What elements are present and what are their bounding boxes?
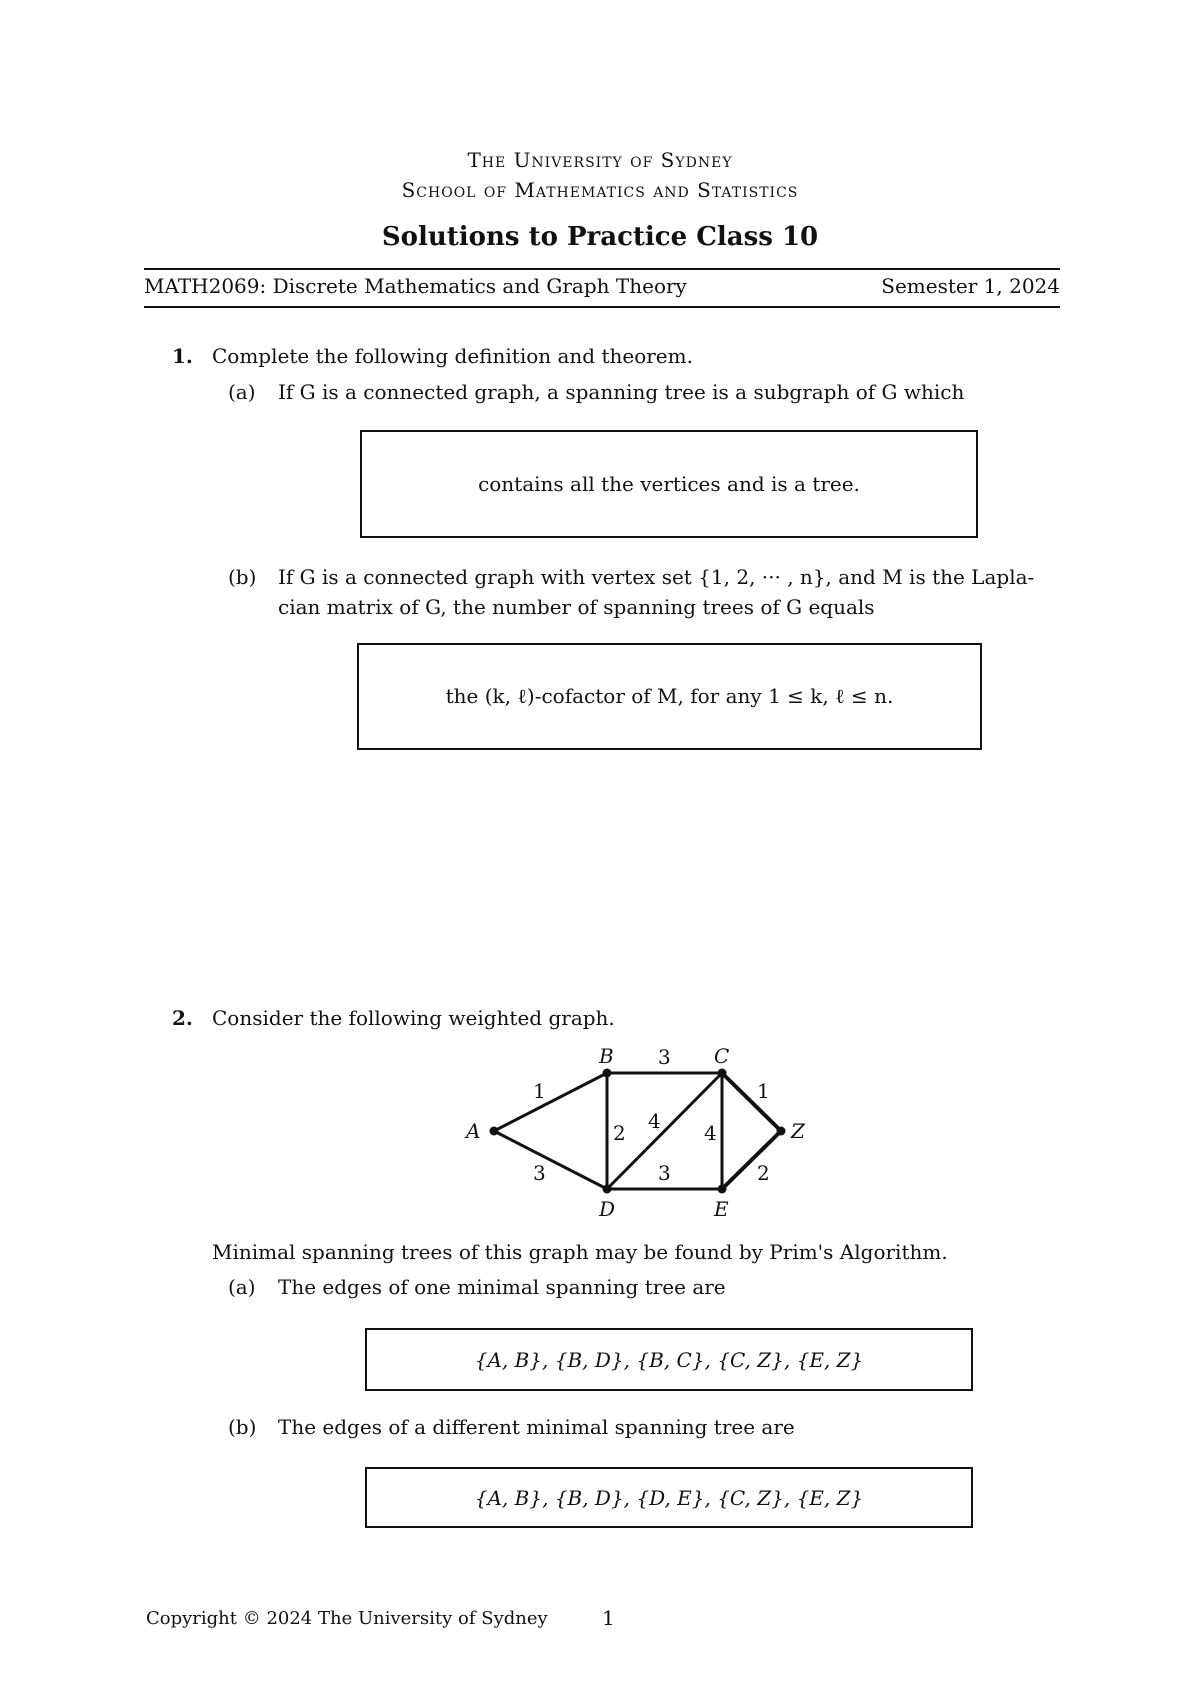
vertex-b: [603, 1069, 612, 1078]
q1a-answer: contains all the vertices and is a tree.: [478, 472, 860, 496]
edge-a-d: [494, 1131, 607, 1189]
weight-e-z: 2: [757, 1161, 770, 1185]
weight-a-b: 1: [533, 1079, 546, 1103]
vertex-label-c: C: [714, 1044, 730, 1068]
vertex-d: [603, 1185, 612, 1194]
q1-number: 1.: [172, 344, 193, 368]
page-title: Solutions to Practice Class 10: [381, 222, 819, 252]
q1a-label: (a): [228, 380, 256, 404]
weight-a-d: 3: [533, 1161, 546, 1185]
vertex-e: [718, 1185, 727, 1194]
course-name: MATH2069: Discrete Mathematics and Graph Theory: [144, 274, 687, 298]
q1b-label: (b): [228, 565, 257, 589]
q2a-answer: {A, B}, {B, D}, {B, C}, {C, Z}, {E, Z}: [474, 1347, 864, 1372]
q1b-answer: the (k, ℓ)-cofactor of M, for any 1 ≤ k, ℓ ≤ n.: [445, 684, 894, 708]
q2a-text: The edges of one minimal spanning tree are: [278, 1275, 726, 1299]
q2a-label: (a): [228, 1275, 256, 1299]
vertex-label-a: A: [466, 1119, 481, 1143]
edge-a-b: [494, 1073, 607, 1131]
vertex-label-z: Z: [791, 1119, 805, 1143]
q2b-answer: {A, B}, {B, D}, {D, E}, {C, Z}, {E, Z}: [474, 1485, 864, 1510]
copyright: Copyright © 2024 The University of Sydney: [146, 1608, 548, 1629]
university-name: The University of Sydney: [467, 148, 733, 172]
q2b-label: (b): [228, 1415, 257, 1439]
weight-c-e: 4: [704, 1121, 717, 1145]
vertex-c: [718, 1069, 727, 1078]
q2-prompt: Consider the following weighted graph.: [212, 1006, 615, 1030]
page-number: 1: [602, 1606, 615, 1630]
q2a-answer-box: [365, 1328, 973, 1391]
vertex-label-e: E: [714, 1197, 729, 1221]
weight-c-z: 1: [757, 1079, 770, 1103]
q2-intro: Minimal spanning trees of this graph may be found by Prim's Algorithm.: [212, 1240, 948, 1264]
weight-b-c: 3: [658, 1045, 671, 1069]
weight-d-c: 4: [648, 1109, 661, 1133]
edge-c-z: [722, 1073, 781, 1131]
q2-number: 2.: [172, 1006, 193, 1030]
q1b-text-line2: cian matrix of G, the number of spanning trees of G equals: [278, 595, 875, 619]
vertex-label-b: B: [599, 1044, 614, 1068]
vertex-z: [777, 1127, 786, 1136]
vertex-label-d: D: [599, 1197, 616, 1221]
edge-e-z: [722, 1131, 781, 1189]
vertex-a: [490, 1127, 499, 1136]
school-name: School of Mathematics and Statistics: [401, 178, 799, 202]
weight-b-d: 2: [613, 1121, 626, 1145]
weight-d-e: 3: [658, 1161, 671, 1185]
q2b-answer-box: [365, 1467, 973, 1528]
q2b-text: The edges of a different minimal spanning tree are: [278, 1415, 795, 1439]
q1-prompt: Complete the following definition and theorem.: [212, 344, 693, 368]
q1a-text: If G is a connected graph, a spanning tree is a subgraph of G which: [278, 380, 965, 404]
semester-label: Semester 1, 2024: [881, 274, 1060, 298]
q1b-text-line1: If G is a connected graph with vertex set {1, 2, ··· , n}, and M is the Lapla-: [278, 565, 1035, 589]
